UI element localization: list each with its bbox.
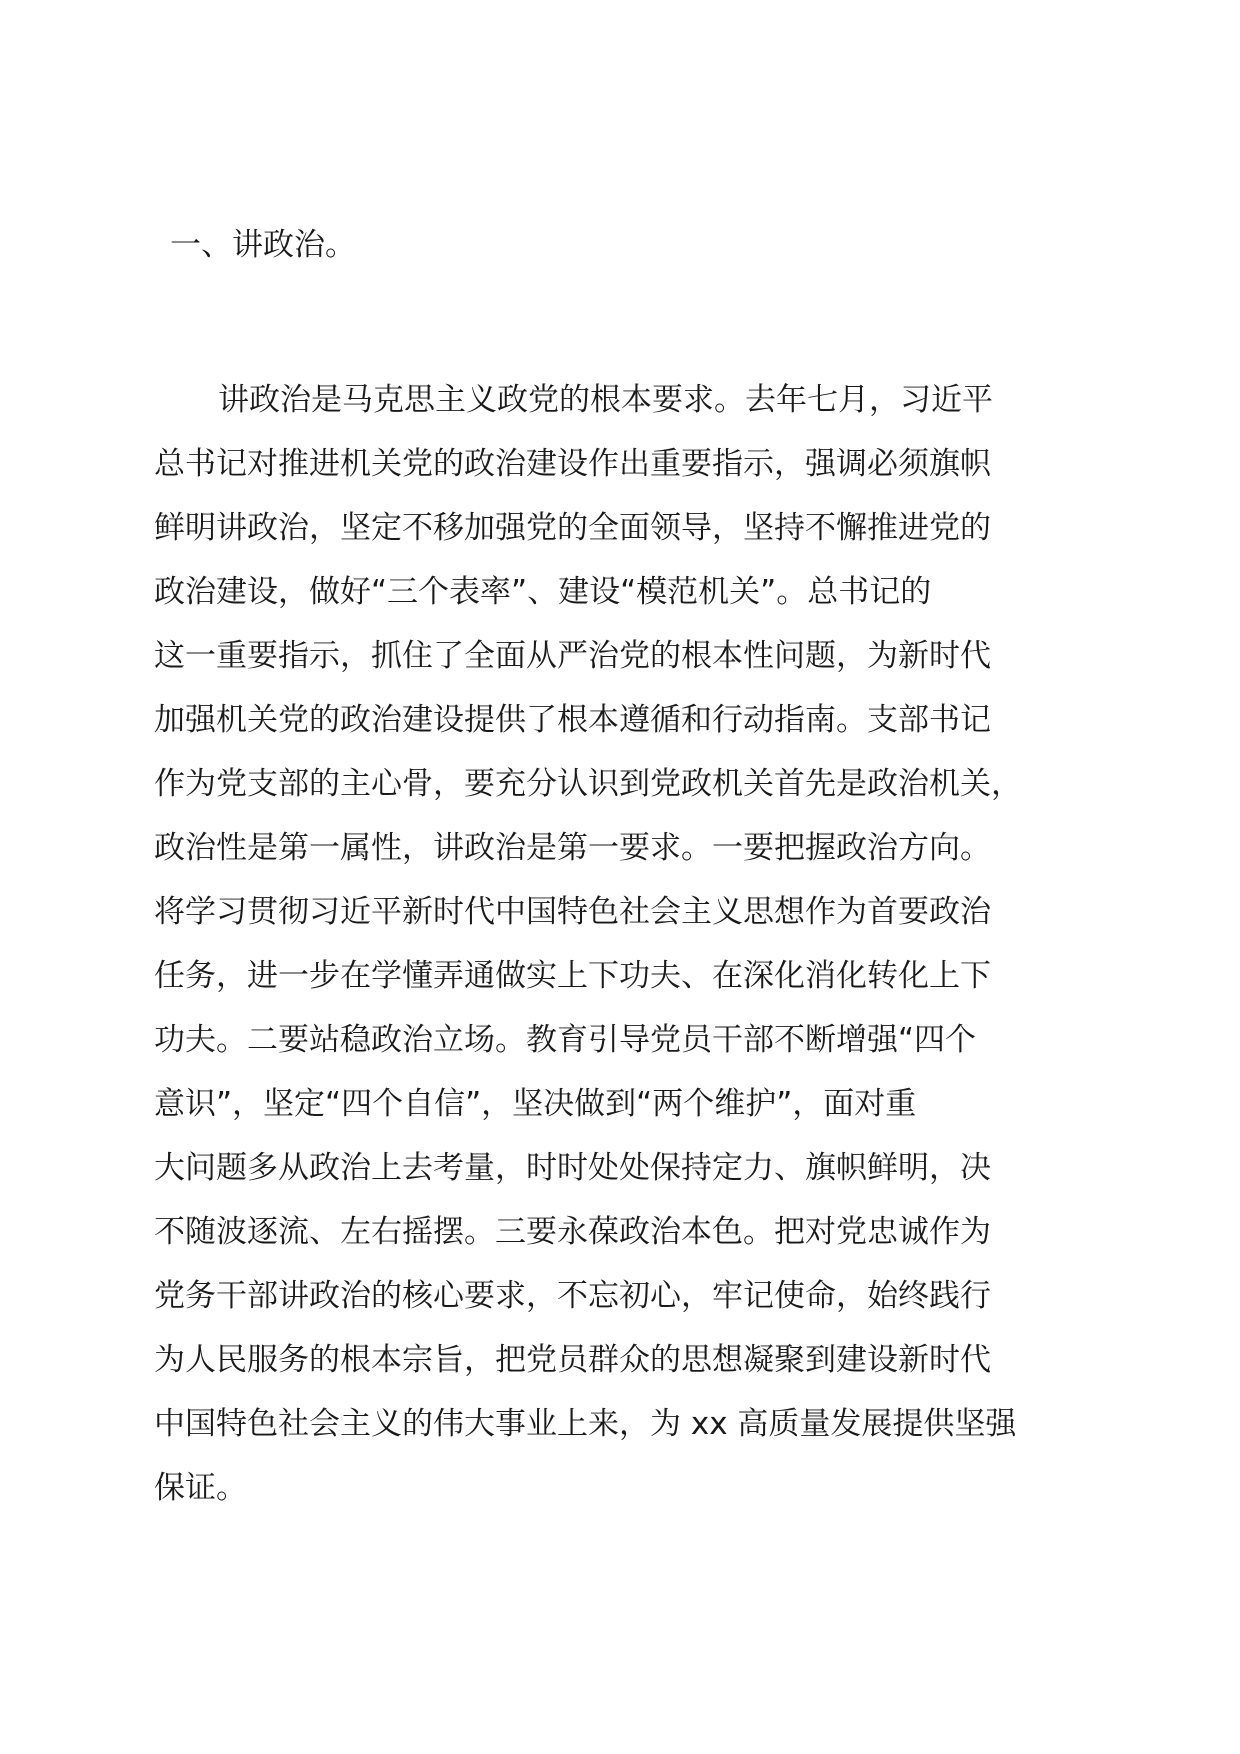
paragraph-line: 不随波逐流、左右摇摆。三要永葆政治本色。把对党忠诚作为 [154, 1214, 991, 1250]
paragraph-line: 作为党支部的主心骨，要充分认识到党政机关首先是政治机关， [154, 766, 1022, 802]
paragraph-line: 保证。 [154, 1470, 247, 1506]
paragraph-line: 将学习贯彻习近平新时代中国特色社会主义思想作为首要政治 [154, 894, 991, 930]
paragraph-line: 鲜明讲政治，坚定不移加强党的全面领导，坚持不懈推进党的 [154, 510, 991, 546]
paragraph-line: 中国特色社会主义的伟大事业上来，为 xx 高质量发展提供坚强 [154, 1406, 1017, 1442]
paragraph-line: 党务干部讲政治的核心要求，不忘初心，牢记使命，始终践行 [154, 1278, 991, 1314]
paragraph-line: 讲政治是马克思主义政党的根本要求。去年七月，习近平 [218, 382, 993, 418]
paragraph-line: 为人民服务的根本宗旨，把党员群众的思想凝聚到建设新时代 [154, 1342, 991, 1378]
paragraph-line: 任务，进一步在学懂弄通做实上下功夫、在深化消化转化上下 [154, 958, 991, 994]
paragraph-line: 总书记对推进机关党的政治建设作出重要指示，强调必须旗帜 [154, 446, 991, 482]
section-heading: 一、讲政治。 [170, 227, 356, 263]
paragraph-line: 政治建设，做好“三个表率”、建设“模范机关”。总书记的 [154, 574, 932, 610]
paragraph-line: 政治性是第一属性，讲政治是第一要求。一要把握政治方向。 [154, 830, 991, 866]
paragraph-line: 功夫。二要站稳政治立场。教育引导党员干部不断增强“四个 [154, 1022, 977, 1058]
paragraph-line: 大问题多从政治上去考量，时时处处保持定力、旗帜鲜明，决 [154, 1150, 991, 1186]
paragraph-line: 加强机关党的政治建设提供了根本遵循和行动指南。支部书记 [154, 702, 991, 738]
paragraph-line: 这一重要指示，抓住了全面从严治党的根本性问题，为新时代 [154, 638, 991, 674]
paragraph-line: 意识”，坚定“四个自信”，坚决做到“两个维护”，面对重 [154, 1086, 917, 1122]
